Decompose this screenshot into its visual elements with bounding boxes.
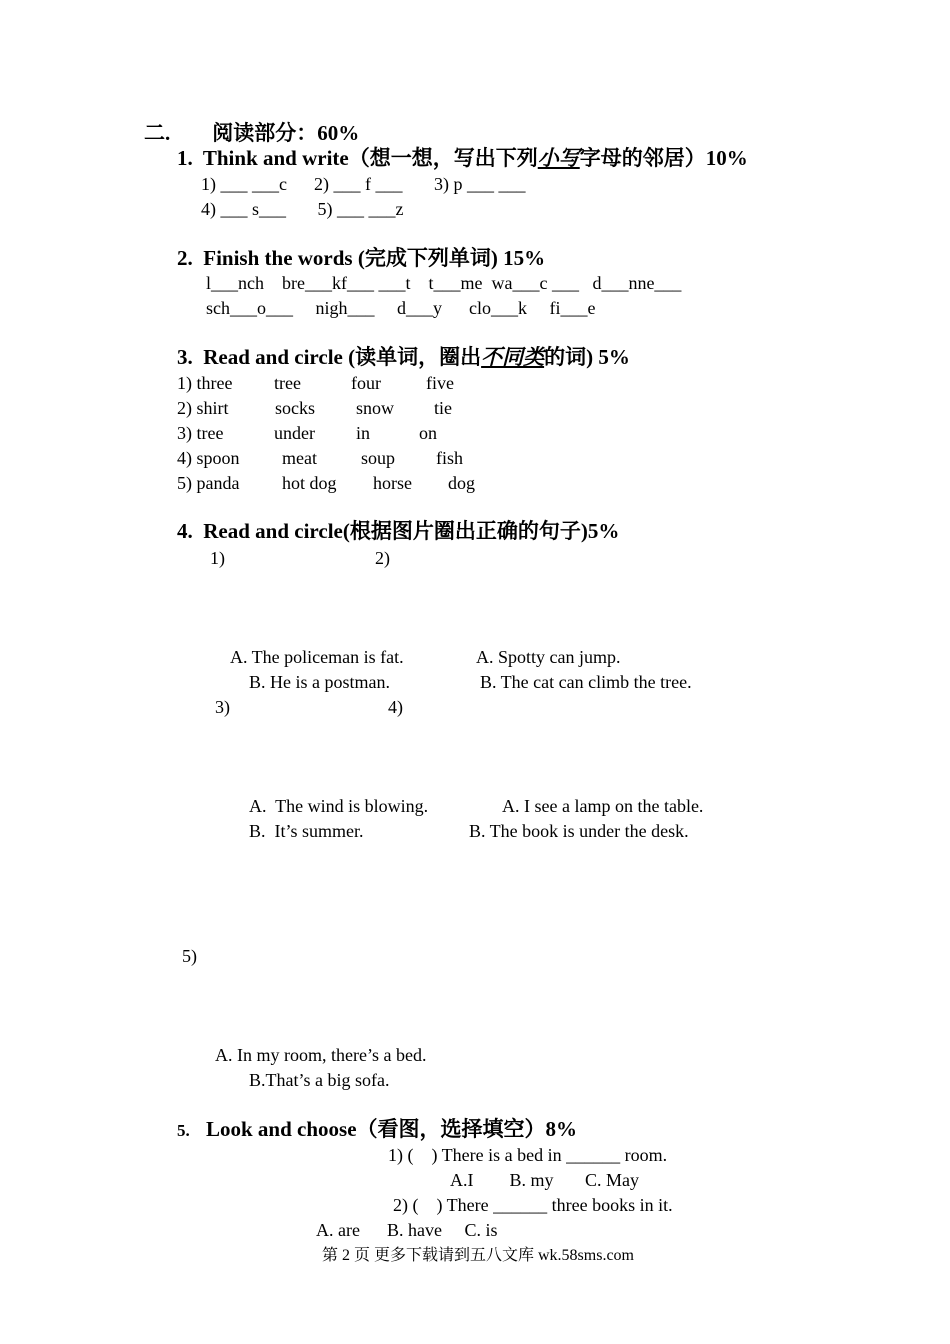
q4-item-1-number: 1) <box>210 548 225 568</box>
q3-title-pre: 3. Read and circle (读单词，圈出 <box>177 345 482 369</box>
q2-title: 2. Finish the words (完成下列单词) 15% <box>177 246 546 270</box>
q2-row-1: l___nch bre___kf___ ___t t___me wa___c ___ d___nne___ <box>206 273 682 293</box>
q4-item-2-number: 2) <box>375 548 390 568</box>
q3-row-3-word-4: on <box>419 423 437 443</box>
q3-row-1-word-2: tree <box>274 373 301 393</box>
q3-row-5-word-1: 5) panda <box>177 473 240 493</box>
q3-row-2-word-3: snow <box>356 398 395 418</box>
q1-title <box>177 148 748 169</box>
q3-row-3-word-1: 3) tree <box>177 423 224 443</box>
q3-row-1-word-3: four <box>351 373 381 393</box>
q3-title <box>177 347 630 368</box>
q4-item-4-option-b: B. The book is under the desk. <box>469 821 689 841</box>
q4-item-2-option-a: A. Spotty can jump. <box>476 647 621 667</box>
q3-row-2-word-2: socks <box>275 398 315 418</box>
q3-row-2-word-4: tie <box>434 398 452 418</box>
q3-row-3-word-2: under <box>274 423 315 443</box>
page-footer: 第 2 页 更多下载请到五八文库 wk.58sms.com <box>322 1247 635 1264</box>
q1-title-emph: 小写 <box>537 146 580 170</box>
section-title: 二. 阅读部分：60% <box>144 121 360 145</box>
q4-item-4-option-a: A. I see a lamp on the table. <box>502 796 704 816</box>
q4-item-3-number: 3) <box>215 697 230 717</box>
q3-row-4-word-1: 4) spoon <box>177 448 240 468</box>
q3-row-5-word-2: hot dog <box>282 473 337 493</box>
q4-item-1-option-a: A. The policeman is fat. <box>230 647 404 667</box>
q3-row-4-word-2: meat <box>282 448 317 468</box>
q3-row-1-word-4: five <box>426 373 454 393</box>
q4-item-5-option-a: A. In my room, there’s a bed. <box>215 1045 427 1065</box>
q5-options-1: A.I B. my C. May <box>450 1170 639 1190</box>
q1-row-1: 1) ___ ___c 2) ___ f ___ 3) p ___ ___ <box>201 174 526 194</box>
q1-row-2: 4) ___ s___ 5) ___ ___z <box>201 199 404 219</box>
q5-sentence-2: 2) ( ) There ______ three books in it. <box>393 1195 673 1215</box>
q4-item-5-option-b: B.That’s a big sofa. <box>249 1070 390 1090</box>
q4-item-2-option-b: B. The cat can climb the tree. <box>480 672 692 692</box>
q4-item-3-option-b: B. It’s summer. <box>249 821 364 841</box>
q3-row-5-word-4: dog <box>448 473 475 493</box>
q3-row-2-word-1: 2) shirt <box>177 398 229 418</box>
q1-title-post: 字母的邻居）10% <box>579 146 748 170</box>
q4-title: 4. Read and circle(根据图片圈出正确的句子)5% <box>177 519 620 543</box>
q4-item-4-number: 4) <box>388 697 403 717</box>
q3-title-post: 的词) 5% <box>544 345 630 369</box>
q1-title-pre: 1. Think and write（想一想，写出下列 <box>177 146 538 170</box>
q4-item-1-option-b: B. He is a postman. <box>249 672 390 692</box>
q3-title-emph: 不同类 <box>481 345 545 369</box>
q3-row-4-word-3: soup <box>361 448 396 468</box>
q5-number: 5. <box>177 1121 190 1140</box>
q5-title: Look and choose（看图，选择填空）8% <box>206 1117 578 1141</box>
q3-row-1-word-1: 1) three <box>177 373 233 393</box>
q4-item-5-number: 5) <box>182 946 197 966</box>
q4-item-3-option-a: A. The wind is blowing. <box>249 796 429 816</box>
q3-row-5-word-3: horse <box>373 473 412 493</box>
q5-sentence-1: 1) ( ) There is a bed in ______ room. <box>388 1145 668 1165</box>
q3-row-3-word-3: in <box>356 423 371 443</box>
q3-row-4-word-4: fish <box>436 448 463 468</box>
q5-options-2: A. are B. have C. is <box>316 1220 498 1240</box>
q2-row-2: sch___o___ nigh___ d___y clo___k fi___e <box>206 298 596 318</box>
